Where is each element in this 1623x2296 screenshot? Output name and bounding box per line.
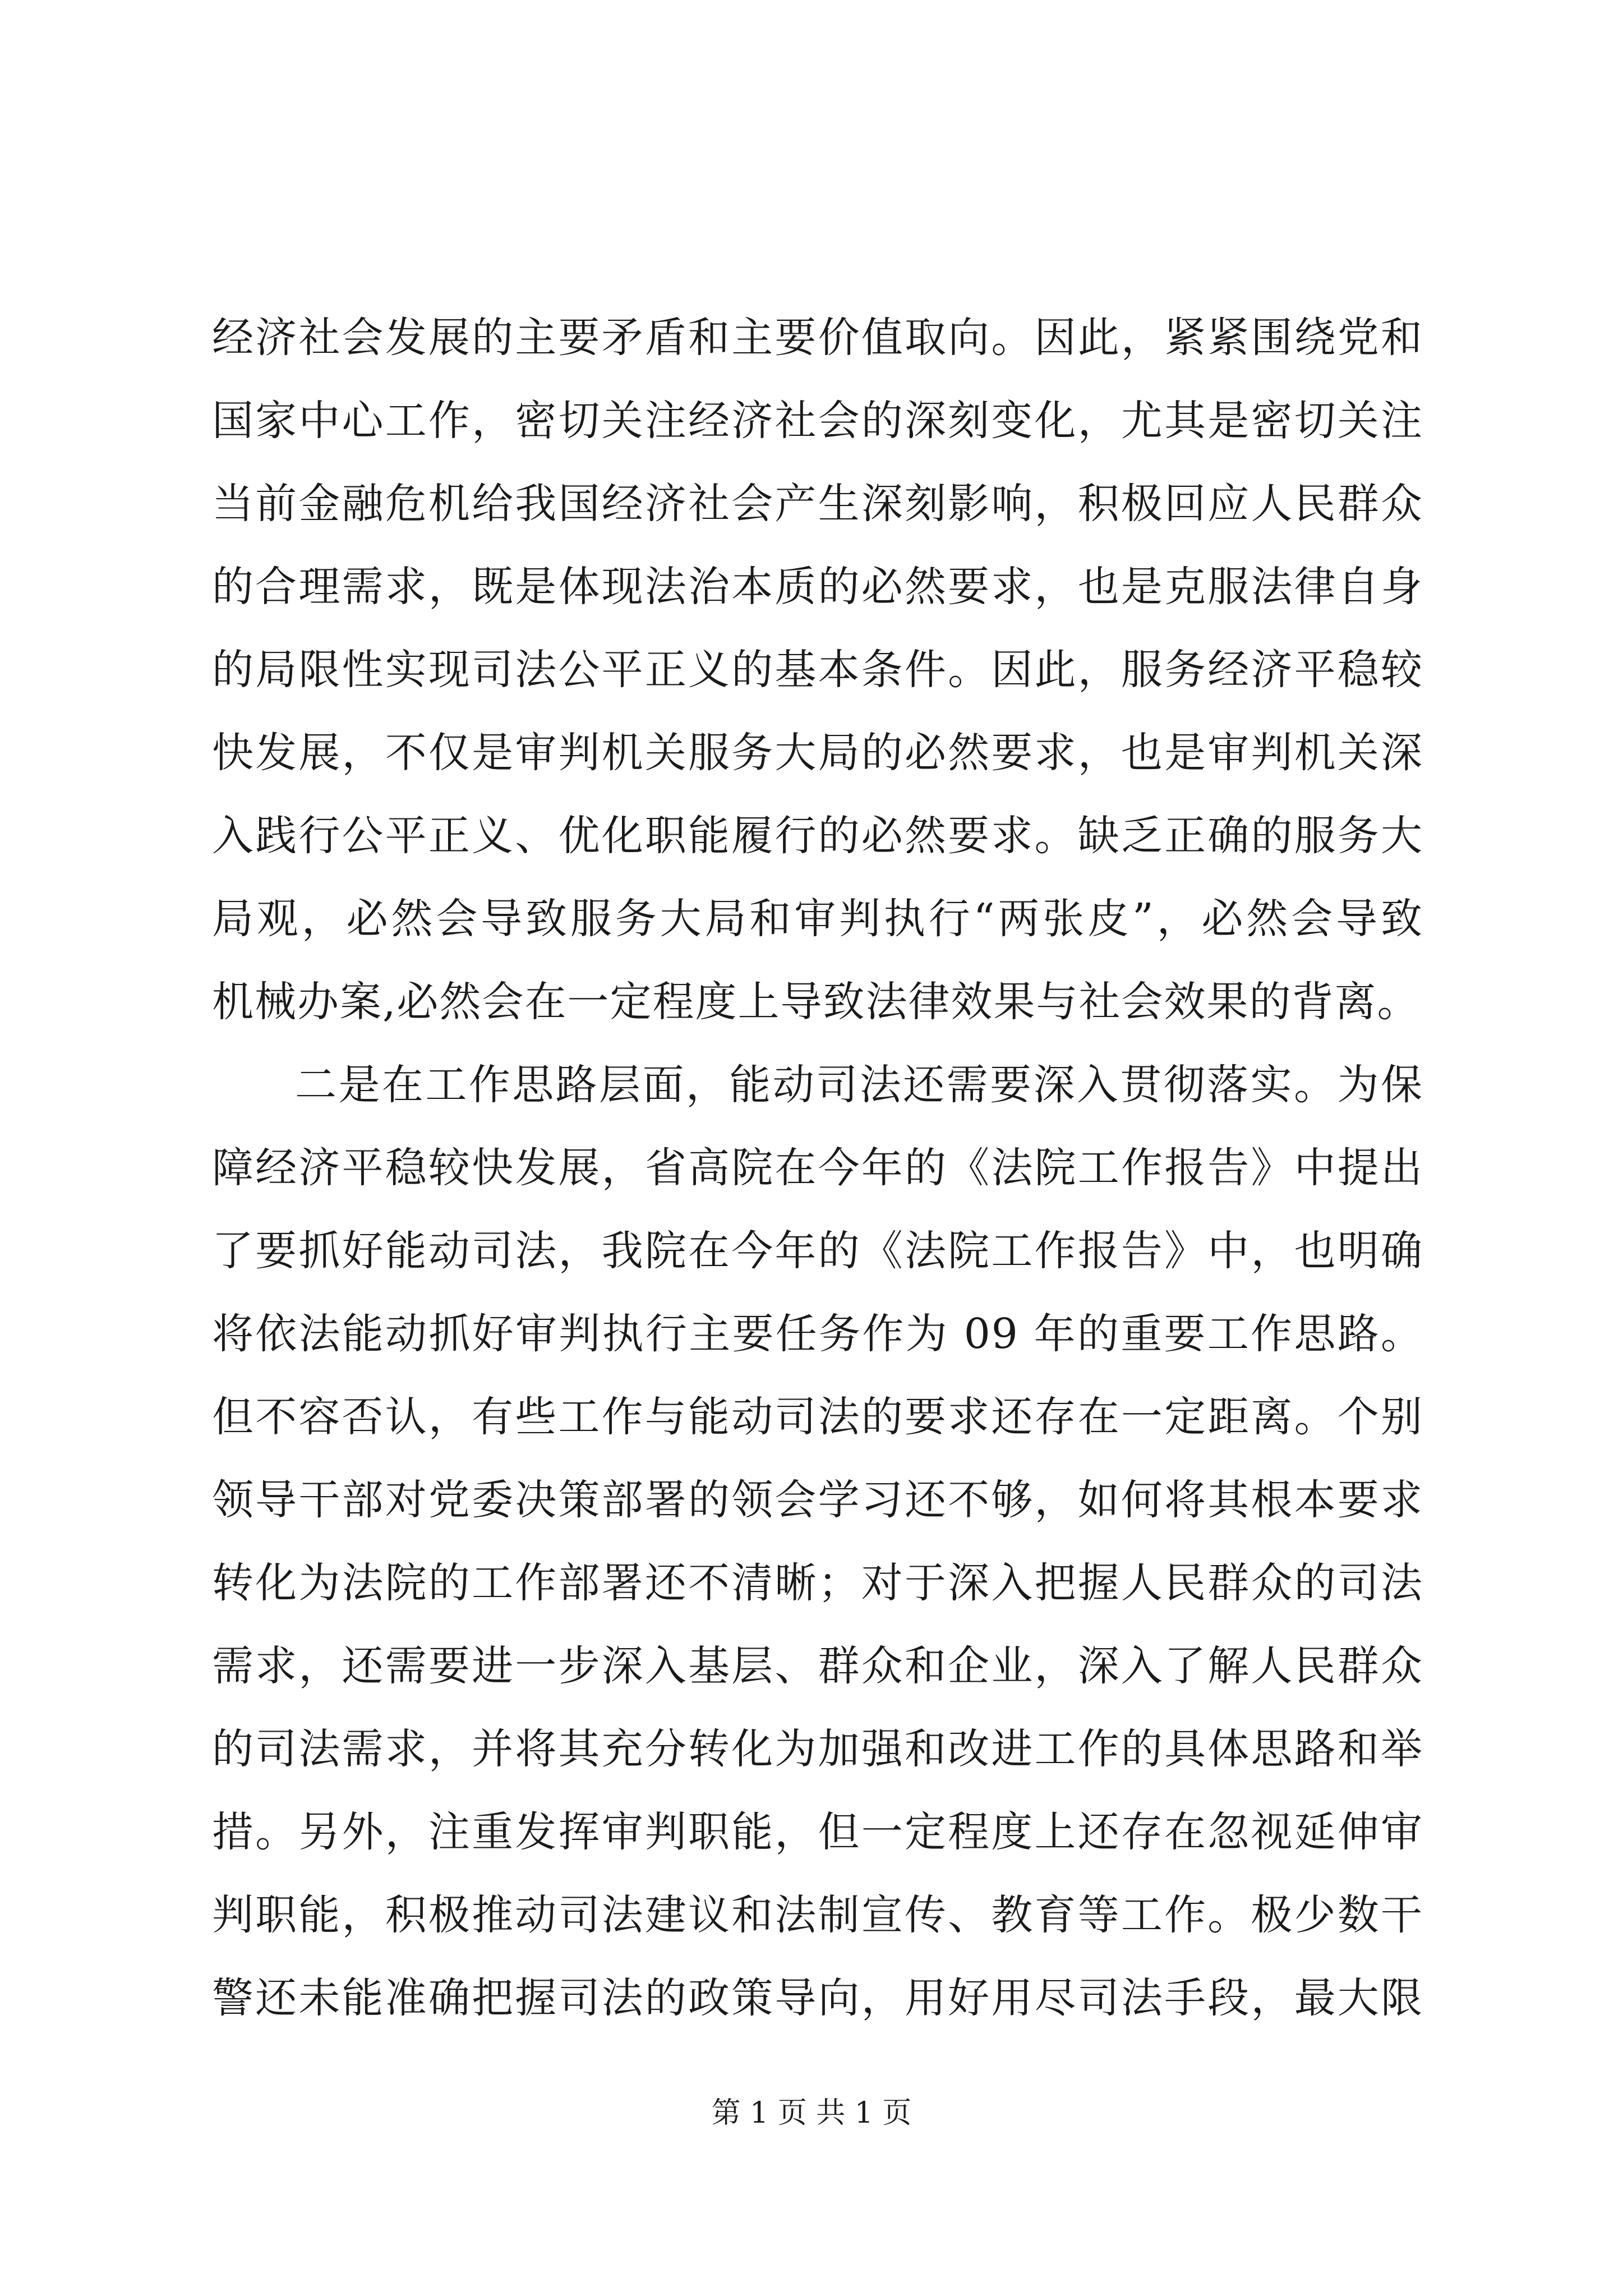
text-line: 局观，必然会导致服务大局和审判执行“两张皮”，必然会导致 <box>212 895 1423 943</box>
text-line: 快发展，不仅是审判机关服务大局的必然要求，也是审判机关深 <box>212 729 1423 777</box>
text-line: 障经济平稳较快发展，省高院在今年的《法院工作报告》中提出 <box>212 1144 1423 1192</box>
text-line: 的合理需求，既是体现法治本质的必然要求，也是克服法律自身 <box>212 563 1423 611</box>
text-line: 需求，还需要进一步深入基层、群众和企业，深入了解人民群众 <box>212 1642 1423 1690</box>
text-line: 的局限性实现司法公平正义的基本条件。因此，服务经济平稳较 <box>212 646 1423 694</box>
text-line: 措。另外，注重发挥审判职能，但一定程度上还存在忽视延伸审 <box>212 1808 1423 1856</box>
text-line: 了要抓好能动司法，我院在今年的《法院工作报告》中，也明确 <box>212 1227 1423 1275</box>
text-line: 将依法能动抓好审判执行主要任务作为 09 年的重要工作思路。 <box>212 1310 1423 1358</box>
text-line: 领导干部对党委决策部署的领会学习还不够，如何将其根本要求 <box>212 1476 1423 1524</box>
text-line: 国家中心工作，密切关注经济社会的深刻变化，尤其是密切关注 <box>212 397 1423 445</box>
text-line: 入践行公平正义、优化职能履行的必然要求。缺乏正确的服务大 <box>212 812 1423 860</box>
text-line: 的司法需求，并将其充分转化为加强和改进工作的具体思路和举 <box>212 1725 1423 1773</box>
text-line: 经济社会发展的主要矛盾和主要价值取向。因此，紧紧围绕党和 <box>212 314 1423 362</box>
page-number-footer: 第 1 页 共 1 页 <box>711 2096 912 2130</box>
body-text <box>212 296 1423 2040</box>
text-line: 当前金融危机给我国经济社会产生深刻影响，积极回应人民群众 <box>212 480 1423 528</box>
paragraph-start-line: 二是在工作思路层面，能动司法还需要深入贯彻落实。为保 <box>295 1061 1423 1109</box>
text-line: 警还未能准确把握司法的政策导向，用好用尽司法手段，最大限 <box>212 1974 1423 2022</box>
text-line: 判职能，积极推动司法建议和法制宣传、教育等工作。极少数干 <box>212 1891 1423 1939</box>
text-line: 转化为法院的工作部署还不清晰；对于深入把握人民群众的司法 <box>212 1559 1423 1607</box>
text-line: 但不容否认，有些工作与能动司法的要求还存在一定距离。个别 <box>212 1393 1423 1441</box>
text-line: 机械办案,必然会在一定程度上导致法律效果与社会效果的背离。 <box>212 978 1420 1026</box>
